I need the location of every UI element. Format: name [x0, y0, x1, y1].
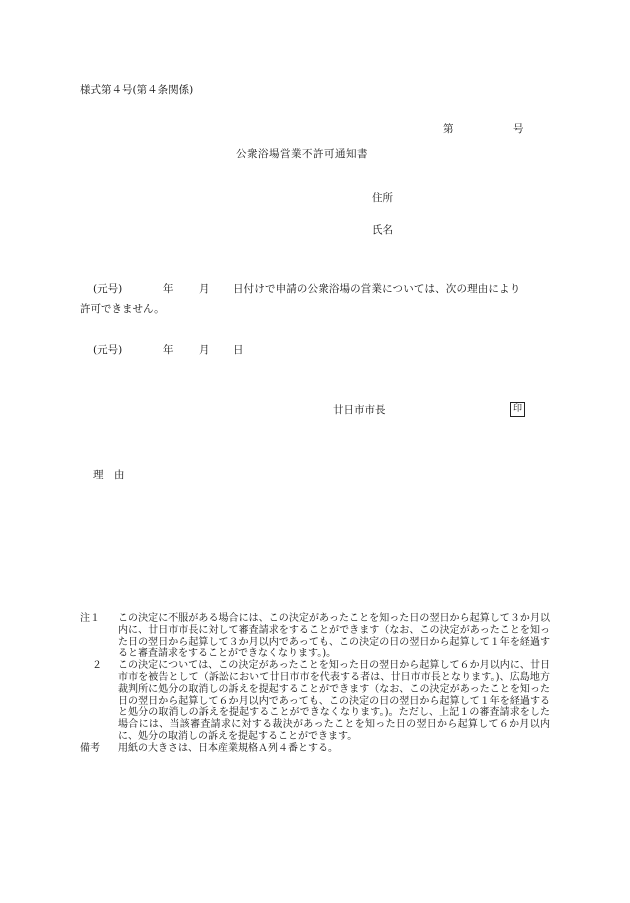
doc-number-suffix: 号	[513, 123, 524, 135]
reason-label: 理 由	[93, 469, 125, 481]
note-item	[80, 613, 550, 660]
body-line2: 許可できません。	[80, 303, 165, 315]
note-item	[80, 660, 550, 743]
body-month: 月	[199, 283, 210, 295]
note-text: この決定に不服がある場合には、この決定があったことを知った日の翌日から起算して３か月以内に、廿日市市長に対して審査請求をすることができます（なお、この決定があったことを知った日の翌日から起算して３か月以内であっても、この決定の日の翌日から起算して１年を経過すると審査請求をすることができなくなります。)。	[118, 613, 550, 660]
note-label: 注１	[80, 613, 100, 624]
document-title: 公衆浴場営業不許可通知書	[236, 148, 368, 160]
body-line1: 日付けで申請の公衆浴場の営業については、次の理由により	[233, 283, 521, 295]
form-number: 様式第４号(第４条関係)	[80, 84, 194, 96]
signatory-title: 廿日市市長	[333, 404, 386, 416]
body-era: (元号)	[93, 283, 123, 295]
notes-section	[80, 613, 550, 755]
address-label: 住所	[372, 192, 393, 204]
remarks-item	[80, 743, 550, 755]
note-label: ２	[92, 660, 102, 672]
date-day: 日	[233, 344, 244, 356]
body-year: 年	[163, 283, 174, 295]
date-year: 年	[163, 344, 174, 356]
doc-number-prefix: 第	[443, 123, 454, 135]
date-era: (元号)	[93, 344, 123, 356]
seal-mark: 印	[510, 402, 525, 417]
remarks-label: 備考	[80, 742, 100, 754]
name-label: 氏名	[372, 224, 393, 236]
remarks-text: 用紙の大きさは、日本産業規格Ａ列４番とする。	[118, 742, 338, 754]
note-text: この決定については、この決定があったことを知った日の翌日から起算して６か月以内に、廿日市市を被告として（訴訟において廿日市市を代表する者は、廿日市市長となります。)、広島地方裁判所に処分の取消しの訴えを提起することができます（なお、この決定があったことを知った日の翌日から起算して６か月以内であっても、この決定の日の翌日から起算して１年を経過すると処分の取消しの訴えを提起することができなくなります。)。ただし、上記１の審査請求をした場合には、当該審査請求に対する裁決があったことを知った日の翌日から起算して６か月以内に、処分の取消しの訴えを提起することができます。	[118, 660, 550, 742]
date-month: 月	[199, 344, 210, 356]
